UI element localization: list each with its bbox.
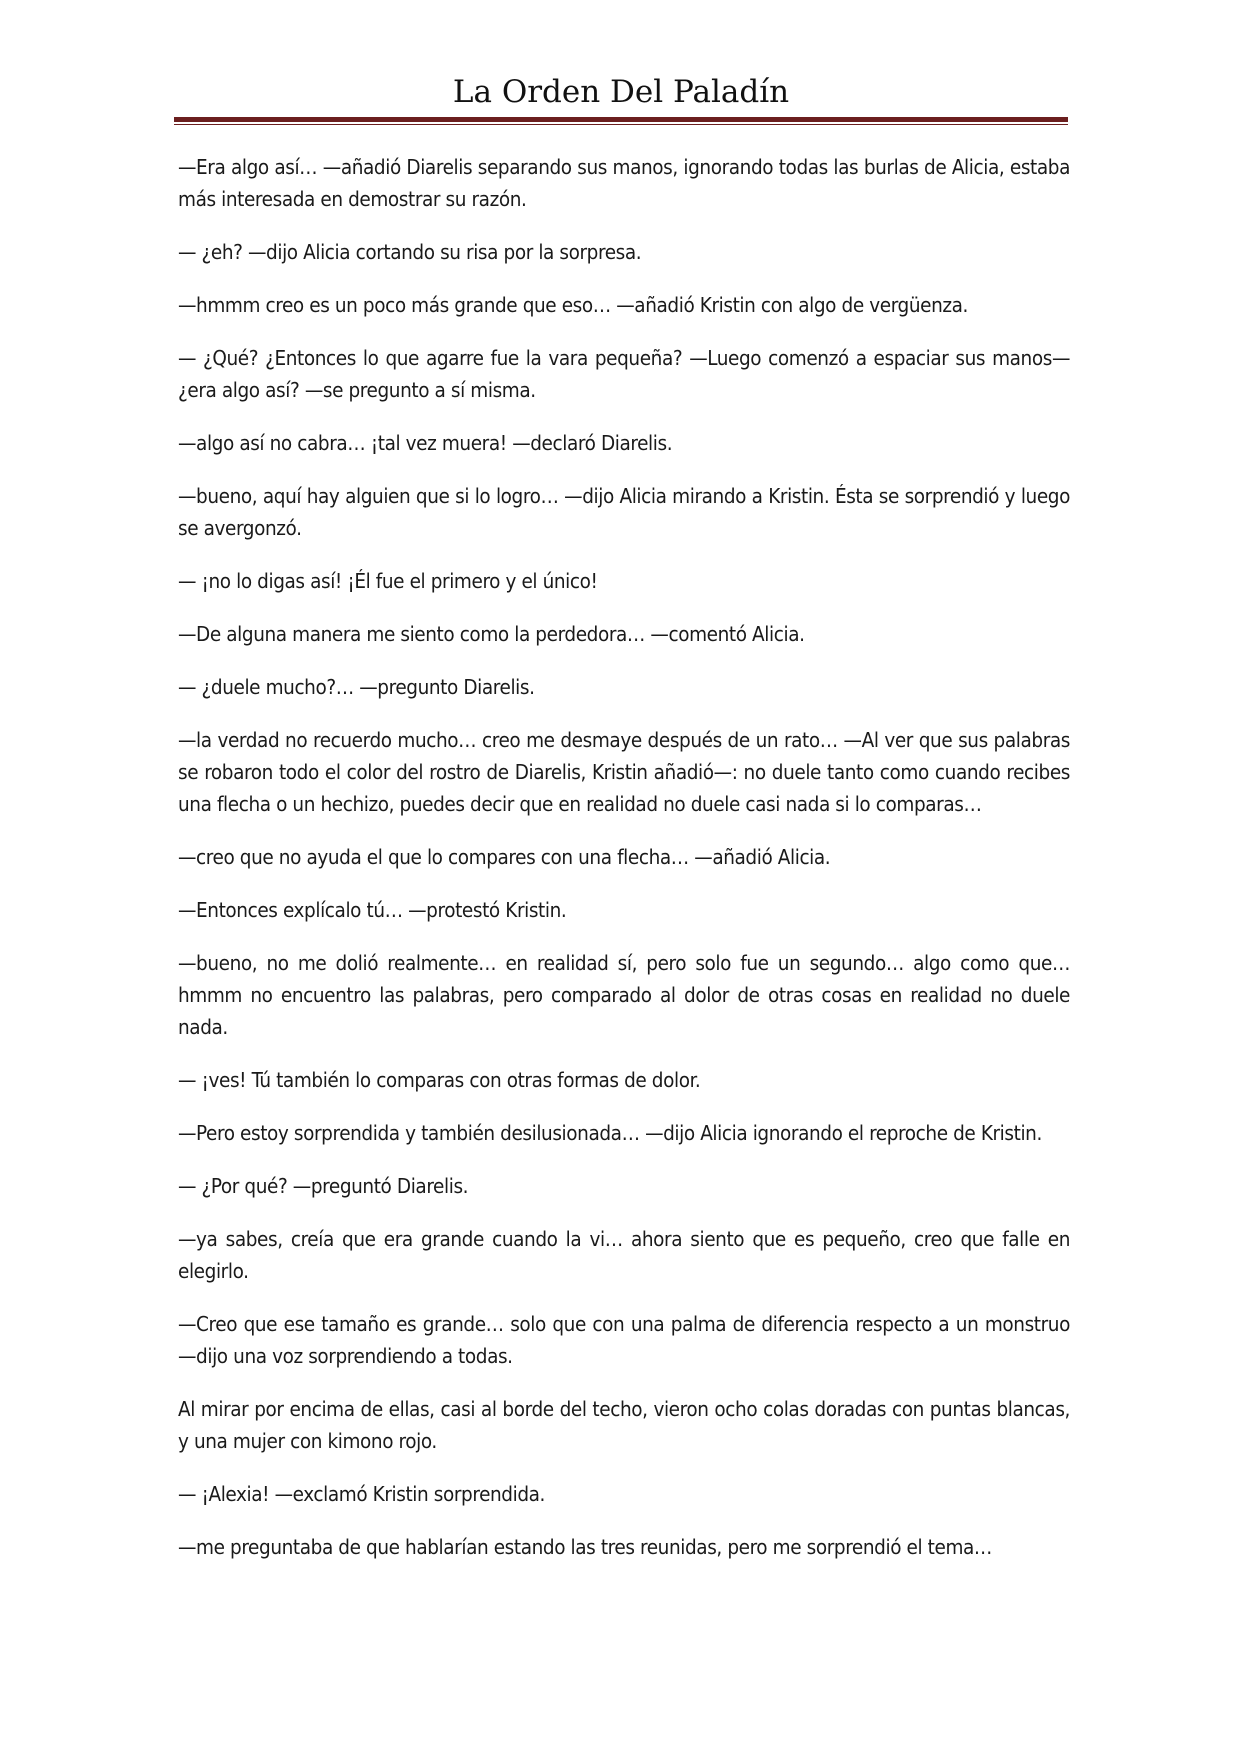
- paragraph: —Entonces explícalo tú… —protestó Kristin.: [178, 898, 567, 922]
- header-rule-thick: [174, 117, 1068, 122]
- paragraph: —algo así no cabra… ¡tal vez muera! —declaró Diarelis.: [178, 431, 673, 455]
- paragraph: —hmmm creo es un poco más grande que eso… —añadió Kristin con algo de vergüenza.: [178, 293, 969, 317]
- body-text: [178, 151, 1070, 1584]
- paragraph: — ¿duele mucho?… —pregunto Diarelis.: [178, 675, 535, 699]
- paragraph: —Pero estoy sorprendida y también desilusionada… —dijo Alicia ignorando el reproche de Kristin.: [178, 1121, 1042, 1145]
- paragraph: —me preguntaba de que hablarían estando las tres reunidas, pero me sorprendió el tema…: [178, 1535, 992, 1559]
- paragraph: —bueno, no me dolió realmente… en realidad sí, pero solo fue un segundo… algo como que… hmmm no encuentro las palabras, pero comparado al dolor de otras cosas en realidad no duele nada.: [178, 951, 1070, 1039]
- header-rule-thin: [174, 124, 1068, 125]
- running-header: La Orden Del Paladín: [452, 74, 790, 110]
- paragraph: —creo que no ayuda el que lo compares con una flecha… —añadió Alicia.: [178, 845, 831, 869]
- paragraph: — ¡ves! Tú también lo comparas con otras formas de dolor.: [178, 1068, 701, 1092]
- paragraph: —Era algo así… —añadió Diarelis separando sus manos, ignorando todas las burlas de Alicia, estaba más interesada en demostrar su razón.: [178, 155, 1070, 211]
- paragraph: — ¿Por qué? —preguntó Diarelis.: [178, 1174, 469, 1198]
- paragraph: — ¿Qué? ¿Entonces lo que agarre fue la vara pequeña? —Luego comenzó a espaciar sus manos— ¿era algo así? —se pregunto a sí misma.: [178, 346, 1070, 402]
- paragraph: — ¡no lo digas así! ¡Él fue el primero y el único!: [178, 569, 598, 593]
- paragraph: —Creo que ese tamaño es grande… solo que con una palma de diferencia respecto a un monstruo —dijo una voz sorprendiendo a todas.: [178, 1312, 1070, 1368]
- paragraph: —ya sabes, creía que era grande cuando la vi… ahora siento que es pequeño, creo que falle en elegirlo.: [178, 1227, 1070, 1283]
- paragraph: — ¡Alexia! —exclamó Kristin sorprendida.: [178, 1482, 546, 1506]
- paragraph: —la verdad no recuerdo mucho… creo me desmaye después de un rato… —Al ver que sus palabras se robaron todo el color del rostro de Diarelis, Kristin añadió—: no duele tanto como cuando recibes una flecha o un hechizo, puedes decir que en realidad no duele casi nada si lo comparas…: [178, 728, 1070, 816]
- paragraph: —De alguna manera me siento como la perdedora… —comentó Alicia.: [178, 622, 805, 646]
- paragraph: Al mirar por encima de ellas, casi al borde del techo, vieron ocho colas doradas con puntas blancas, y una mujer con kimono rojo.: [178, 1397, 1070, 1453]
- paragraph: —bueno, aquí hay alguien que si lo logro… —dijo Alicia mirando a Kristin. Ésta se sorprendió y luego se avergonzó.: [178, 484, 1070, 540]
- paragraph: — ¿eh? —dijo Alicia cortando su risa por la sorpresa.: [178, 240, 642, 264]
